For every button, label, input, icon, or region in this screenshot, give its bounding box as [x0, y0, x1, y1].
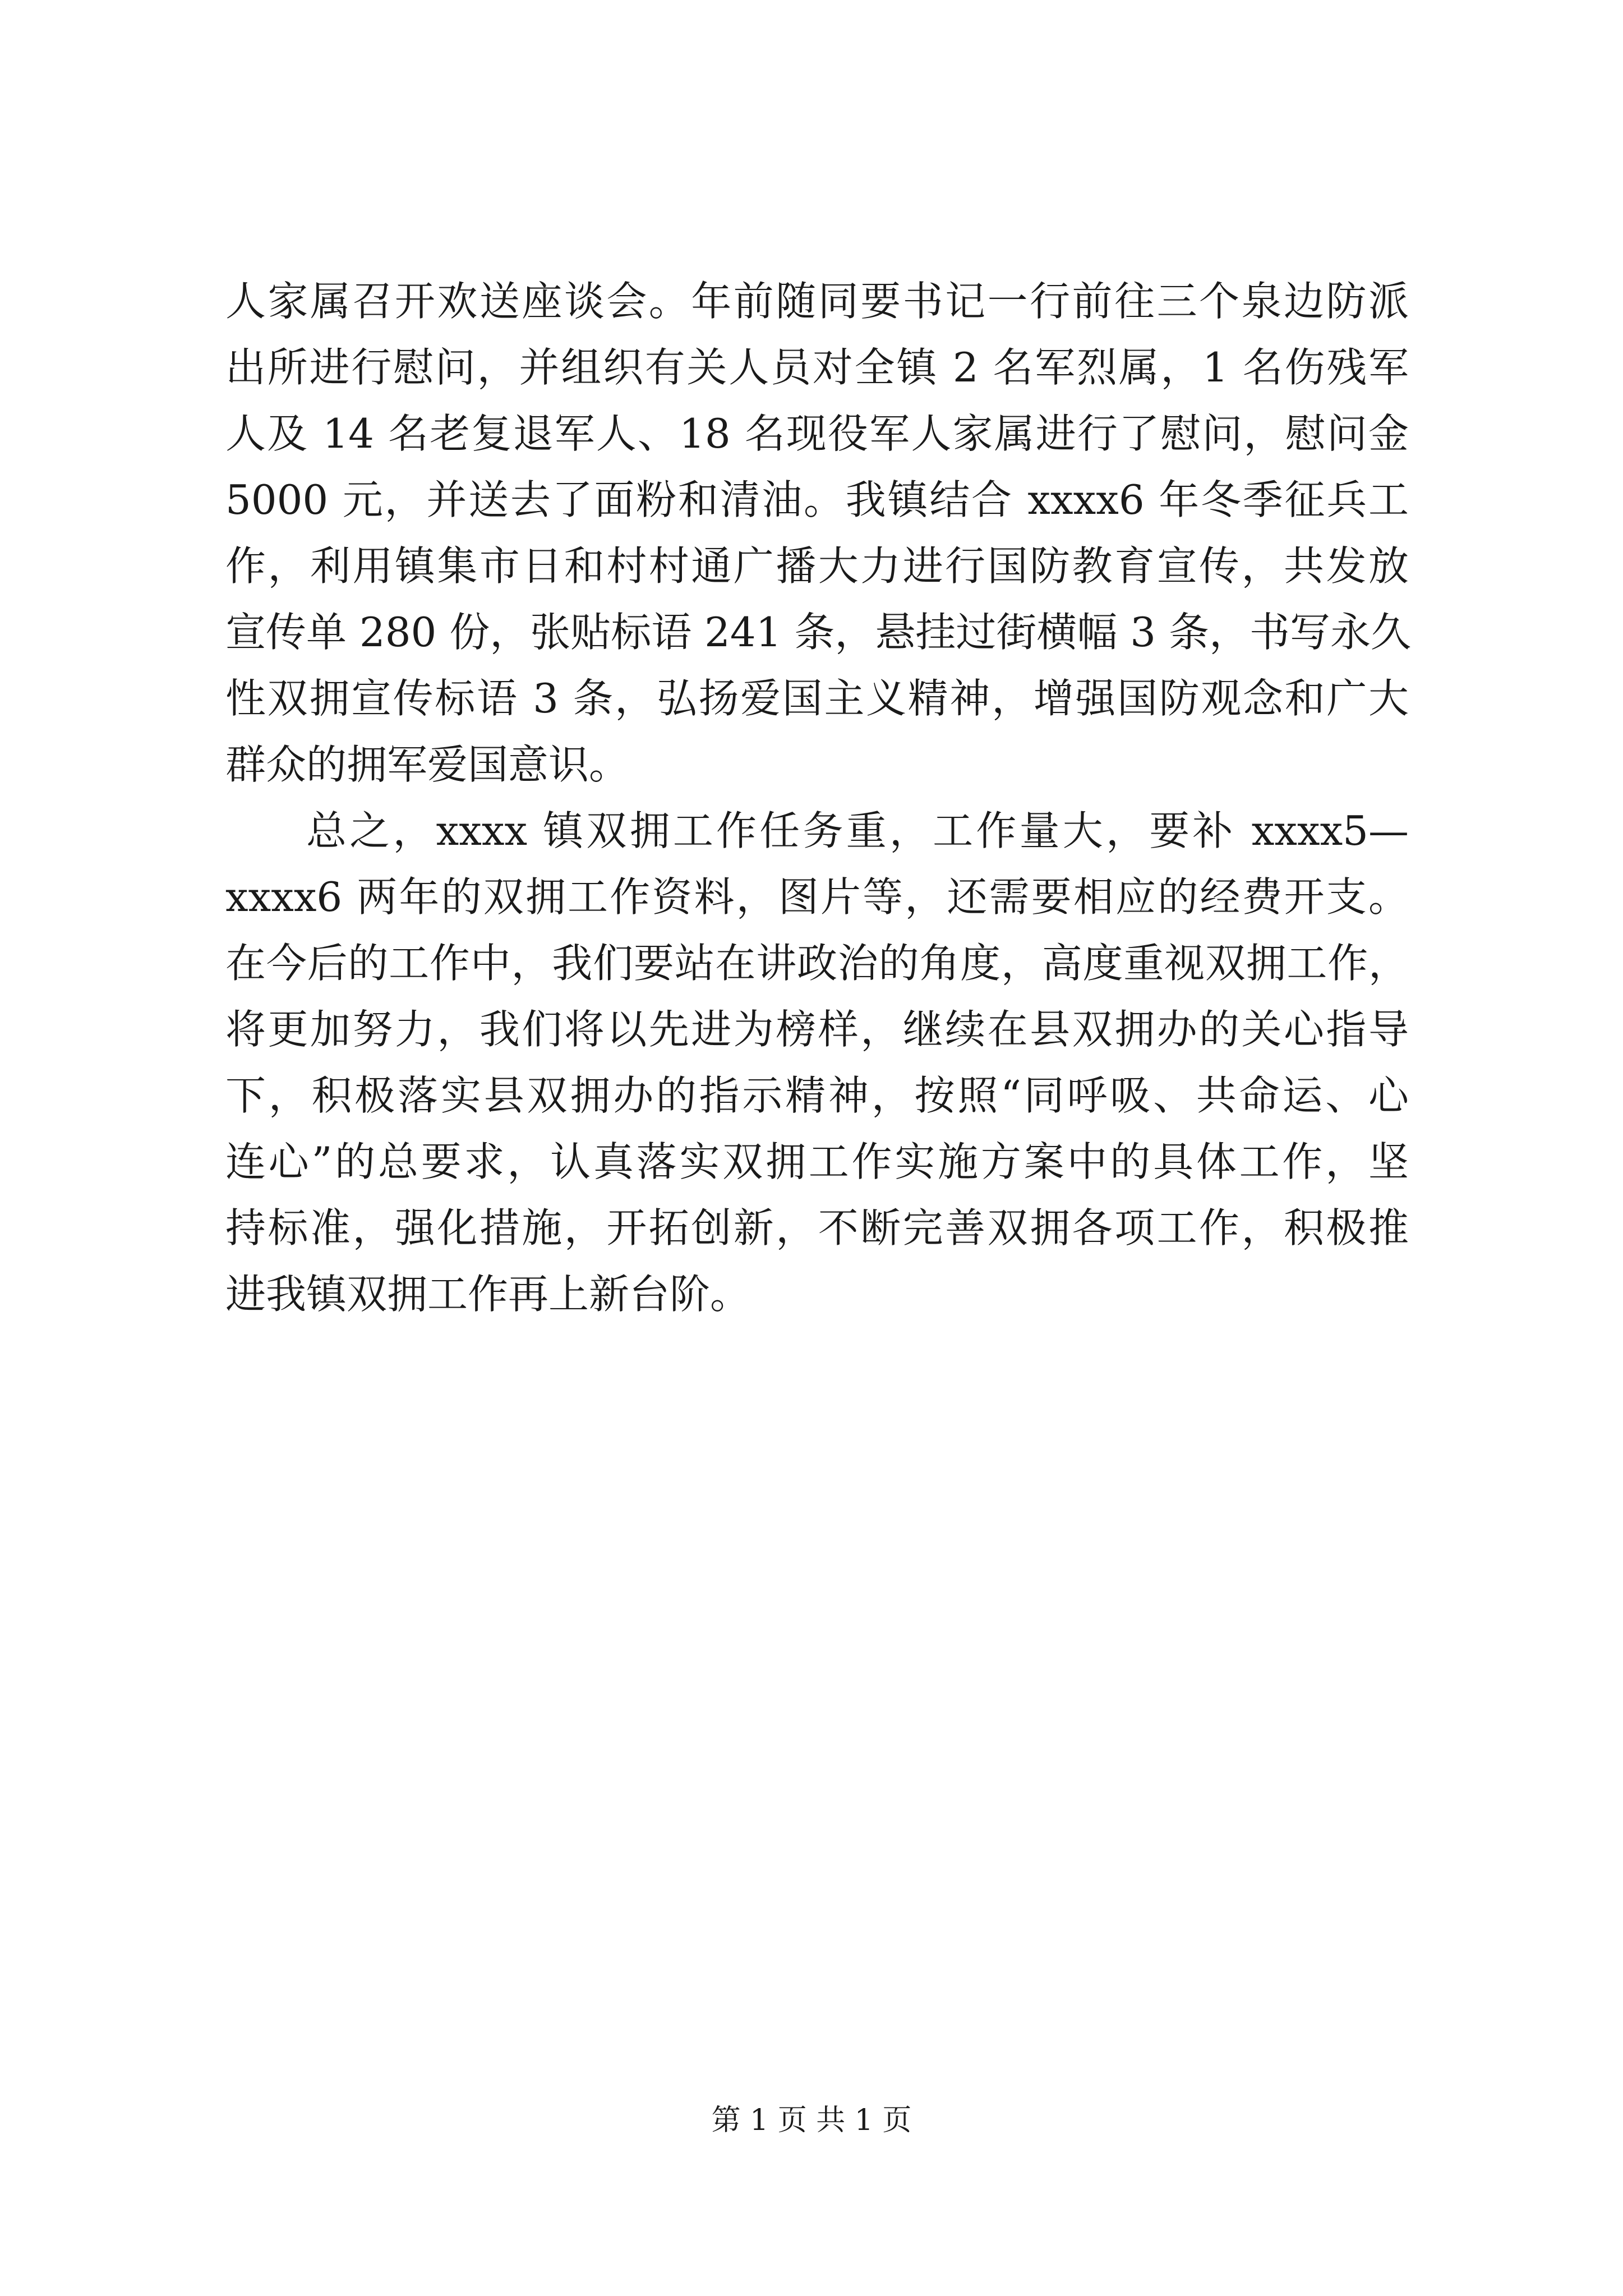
paragraph-2-line-1: 总之，xxxx 镇双拥工作任务重，工作量大，要补 xxxx5— [306, 807, 1409, 854]
paragraph-1-line-7: 性双拥宣传标语 3 条，弘扬爱国主义精神，增强国防观念和广大 [225, 675, 1409, 722]
paragraph-1-line-3: 人及 14 名老复退军人、18 名现役军人家属进行了慰问，慰问金 [225, 410, 1409, 457]
paragraph-2-line-5: 下，积极落实县双拥办的指示精神，按照“同呼吸、共命运、心 [225, 1072, 1409, 1119]
paragraph-2-line-8: 进我镇双拥工作再上新台阶。 [225, 1271, 751, 1318]
paragraph-1-line-2: 出所进行慰问，并组织有关人员对全镇 2 名军烈属，1 名伤残军 [225, 344, 1409, 391]
paragraph-1-line-5: 作，利用镇集市日和村村通广播大力进行国防教育宣传，共发放 [225, 542, 1409, 590]
paragraph-2-line-7: 持标准，强化措施，开拓创新，不断完善双拥各项工作，积极推 [225, 1204, 1409, 1251]
paragraph-1-line-8: 群众的拥军爱国意识。 [225, 741, 630, 788]
paragraph-1-line-4: 5000 元，并送去了面粉和清油。我镇结合 xxxx6 年冬季征兵工 [225, 476, 1409, 523]
paragraph-2-line-3: 在今后的工作中，我们要站在讲政治的角度，高度重视双拥工作， [225, 940, 1409, 987]
paragraph-1-line-6: 宣传单 280 份，张贴标语 241 条，悬挂过街横幅 3 条，书写永久 [225, 609, 1411, 656]
paragraph-2-line-2: xxxx6 两年的双拥工作资料，图片等，还需要相应的经费开支。 [225, 873, 1409, 921]
paragraph-2-line-4: 将更加努力，我们将以先进为榜样，继续在县双拥办的关心指导 [225, 1006, 1409, 1053]
paragraph-1-line-1: 人家属召开欢送座谈会。年前随同要书记一行前往三个泉边防派 [225, 278, 1409, 325]
page-number-footer: 第 1 页 共 1 页 [711, 2104, 912, 2137]
document-body [225, 268, 1409, 1327]
paragraph-2-line-6: 连心”的总要求，认真落实双拥工作实施方案中的具体工作，坚 [225, 1138, 1409, 1185]
